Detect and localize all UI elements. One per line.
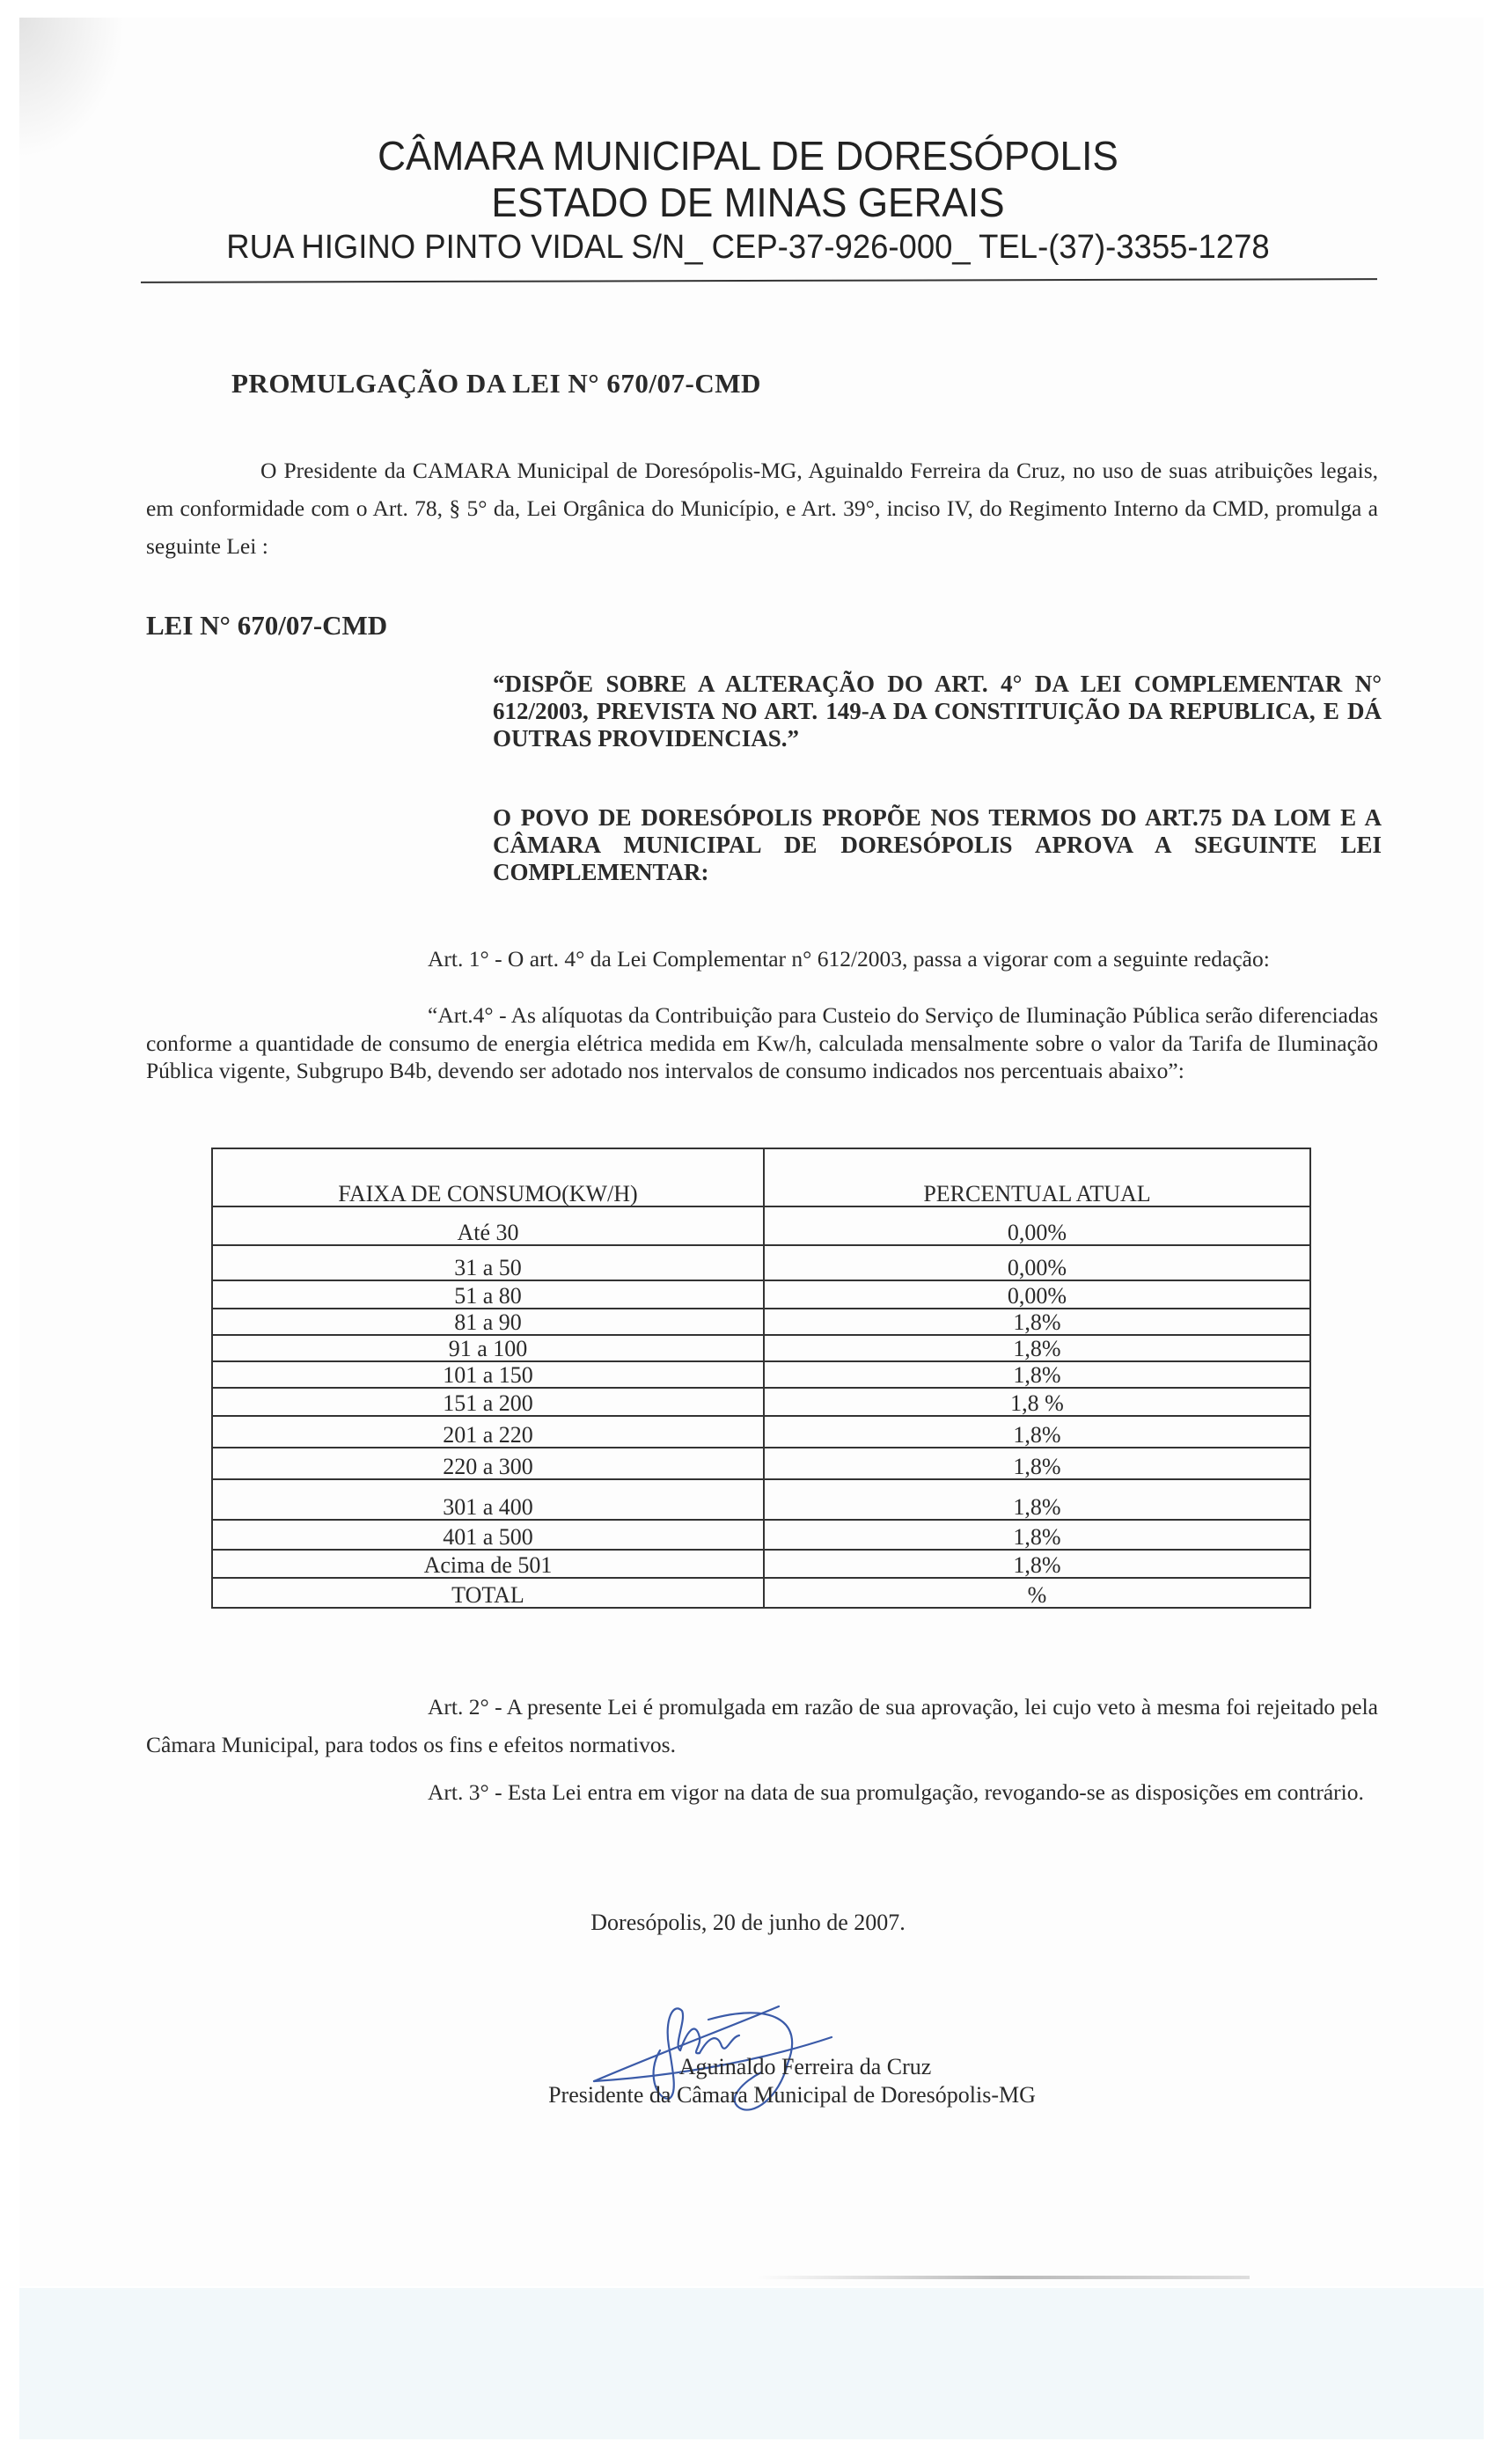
cell-faixa: TOTAL <box>212 1578 764 1608</box>
signatory-role: Presidente da Câmara Municipal de Doresópolis-MG <box>548 2082 1036 2108</box>
cell-faixa: 51 a 80 <box>212 1280 764 1309</box>
cell-faixa: Acima de 501 <box>212 1550 764 1578</box>
cell-percentual: 0,00% <box>764 1245 1310 1280</box>
cell-percentual: 1,8% <box>764 1361 1310 1388</box>
cell-percentual: 1,8% <box>764 1309 1310 1335</box>
table-row <box>212 1361 1310 1388</box>
article-3: Art. 3° - Esta Lei entra em vigor na data de sua promulgação, revogando-se as disposições em contrário. <box>428 1779 1364 1805</box>
letterhead-institution: CÂMARA MUNICIPAL DE DORESÓPOLIS <box>378 133 1118 179</box>
cell-percentual: 1,8% <box>764 1550 1310 1578</box>
date-line: Doresópolis, 20 de junho de 2007. <box>590 1910 906 1935</box>
article-4-text: “Art.4° - As alíquotas da Contribuição para Custeio do Serviço de Iluminação Pública serão diferenciadas conforme a quantidade de consumo de energia elétrica medida em Kw/h, calculada mensalmente sobre o valor da Tarifa de Iluminação Pública vigente, Subgrupo B4b, devendo ser adotado nos intervalos de consumo indicados nos percentuais abaixo”: <box>146 1002 1378 1083</box>
document-title: PROMULGAÇÃO DA LEI N° 670/07-CMD <box>231 368 761 399</box>
table-row <box>212 1245 1310 1280</box>
table-row <box>212 1388 1310 1416</box>
cell-faixa: 220 a 300 <box>212 1448 764 1479</box>
cell-faixa: 31 a 50 <box>212 1245 764 1280</box>
table-row <box>212 1479 1310 1520</box>
cell-percentual: 1,8 % <box>764 1388 1310 1416</box>
table-header-row <box>212 1148 1310 1206</box>
cell-percentual: 0,00% <box>764 1280 1310 1309</box>
cell-faixa: 201 a 220 <box>212 1416 764 1448</box>
cell-faixa: 101 a 150 <box>212 1361 764 1388</box>
paper-fold <box>757 2276 1250 2279</box>
table-row <box>212 1416 1310 1448</box>
consumption-rate-table <box>211 1148 1311 1609</box>
table-row <box>212 1448 1310 1479</box>
signatory-name: Aguinaldo Ferreira da Cruz <box>678 2054 932 2079</box>
law-preamble: O POVO DE DORESÓPOLIS PROPÕE NOS TERMOS DO ART.75 DA LOM E A CÂMARA MUNICIPAL DE DORESÓPOLIS APROVA A SEGUINTE LEI COMPLEMENTAR: <box>493 804 1382 885</box>
article-1: Art. 1° - O art. 4° da Lei Complementar n° 612/2003, passa a vigorar com a seguinte redação: <box>428 946 1270 972</box>
cell-faixa: Até 30 <box>212 1206 764 1245</box>
table-row <box>212 1520 1310 1550</box>
cell-percentual: 1,8% <box>764 1520 1310 1550</box>
cell-faixa: 301 a 400 <box>212 1479 764 1520</box>
cell-percentual: % <box>764 1578 1310 1608</box>
cell-faixa: 91 a 100 <box>212 1335 764 1361</box>
table-row <box>212 1335 1310 1361</box>
header-faixa: FAIXA DE CONSUMO(KW/H) <box>212 1148 764 1206</box>
cell-percentual: 1,8% <box>764 1448 1310 1479</box>
table-row <box>212 1309 1310 1335</box>
letterhead-address: RUA HIGINO PINTO VIDAL S/N_ CEP-37-926-000_ TEL-(37)-3355-1278 <box>226 229 1270 266</box>
header-percentual: PERCENTUAL ATUAL <box>764 1148 1310 1206</box>
article-2: Art. 2° - A presente Lei é promulgada em razão de sua aprovação, lei cujo veto à mesma foi rejeitado pela Câmara Municipal, para todos os fins e efeitos normativos. <box>146 1694 1378 1757</box>
cell-percentual: 0,00% <box>764 1206 1310 1245</box>
intro-paragraph: O Presidente da CAMARA Municipal de Doresópolis-MG, Aguinaldo Ferreira da Cruz, no uso de suas atribuições legais, em conformidade com o Art. 78, § 5° da, Lei Orgânica do Município, e Art. 39°, inciso IV, do Regimento Interno da CMD, promulga a seguinte Lei : <box>146 458 1378 559</box>
cell-faixa: 151 a 200 <box>212 1388 764 1416</box>
table-row <box>212 1578 1310 1608</box>
cell-faixa: 401 a 500 <box>212 1520 764 1550</box>
letterhead-state: ESTADO DE MINAS GERAIS <box>491 180 1005 225</box>
cell-faixa: 81 a 90 <box>212 1309 764 1335</box>
scanner-background <box>19 2288 1484 2439</box>
law-heading: LEI N° 670/07-CMD <box>146 610 388 641</box>
cell-percentual: 1,8% <box>764 1416 1310 1448</box>
table-row <box>212 1550 1310 1578</box>
cell-percentual: 1,8% <box>764 1335 1310 1361</box>
cell-percentual: 1,8% <box>764 1479 1310 1520</box>
table-row <box>212 1206 1310 1245</box>
law-ementa: “DISPÕE SOBRE A ALTERAÇÃO DO ART. 4° DA LEI COMPLEMENTAR N° 612/2003, PREVISTA NO ART. 149-A DA CONSTITUIÇÃO DA REPUBLICA, E DÁ OUTRAS PROVIDENCIAS.” <box>493 671 1382 752</box>
table-row <box>212 1280 1310 1309</box>
